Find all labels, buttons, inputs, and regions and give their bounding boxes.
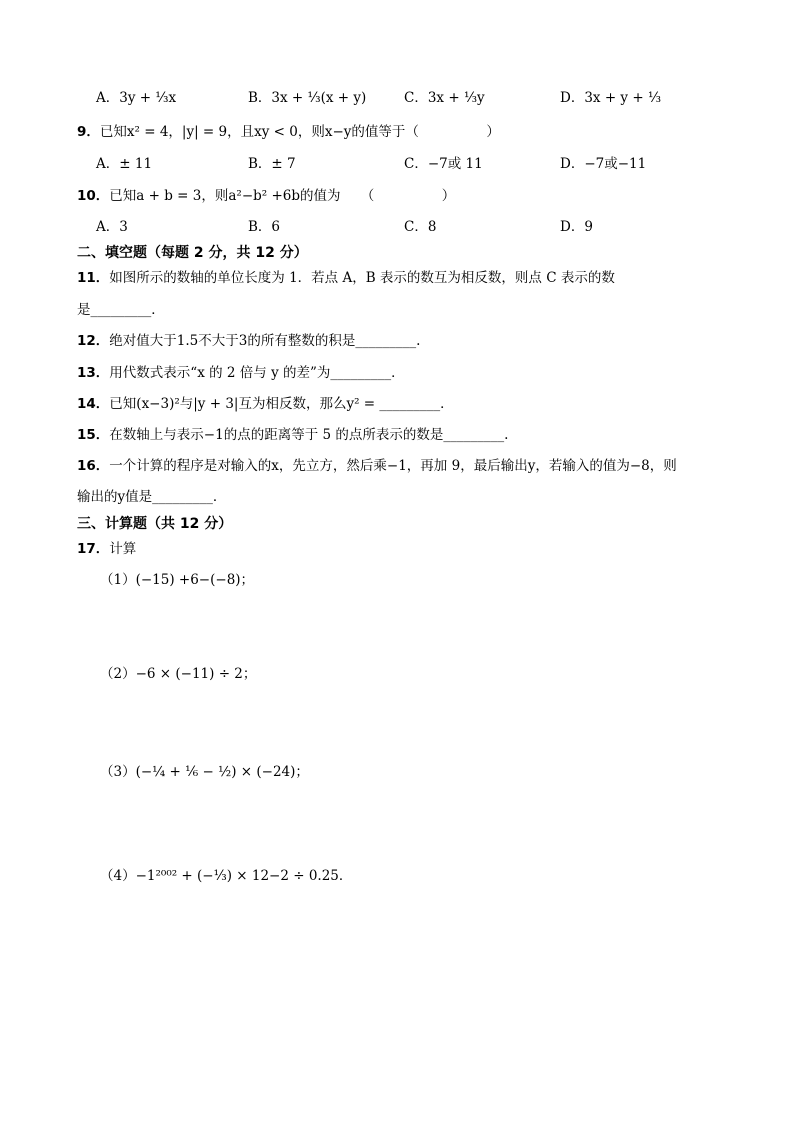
option-text: 3y + ⅓x (119, 90, 177, 106)
option-label: C． (404, 219, 428, 235)
option-text: 3x + ⅓y (427, 90, 485, 106)
q17-part-4: （4）−1²⁰⁰² + (−⅓) × 12−2 ÷ 0.25． (100, 868, 353, 884)
question-number: 12． (77, 333, 110, 349)
q10-option-c (404, 217, 436, 237)
q17-part-3: （3）(−¼ + ⅙ − ½) × (−24)； (100, 764, 309, 780)
question-14 (77, 394, 734, 414)
question-text: 如图所示的数轴的单位长度为 1．若点 A，B 表示的数互为相反数，则点 C 表示的数 (109, 270, 615, 286)
section-heading-calculation: 三、计算题（共 12 分） (77, 516, 233, 532)
option-label: B． (248, 156, 272, 172)
option-text: 3 (119, 219, 128, 235)
question-16-line1 (77, 456, 734, 476)
question-11-line2: 是_________． (77, 302, 165, 318)
question-text: 已知x² = 4，|y| = 9，且xy < 0，则x−y的值等于（ ） (99, 124, 500, 140)
option-text: 3x + y + ⅓ (584, 90, 662, 106)
question-10 (77, 186, 734, 206)
question-number: 16． (77, 458, 110, 474)
q9-option-a (96, 154, 152, 174)
option-label: C． (404, 156, 428, 172)
question-text: 在数轴上与表示−1的点的距离等于 5 的点所表示的数是_________. (109, 427, 509, 443)
q10-option-d (560, 217, 593, 237)
option-label: C． (404, 90, 428, 106)
question-text: 计算 (109, 541, 137, 557)
q17-part-2: （2）−6 × (−11) ÷ 2； (100, 666, 257, 682)
question-16-line2: 输出的y值是_________． (77, 489, 227, 505)
q9-option-d (560, 154, 646, 174)
option-label: B． (248, 219, 272, 235)
question-number: 11． (77, 270, 110, 286)
q9-option-c (404, 154, 483, 174)
option-label: B． (248, 90, 272, 106)
q8-option-a (96, 88, 176, 108)
q9-option-b (248, 154, 296, 174)
q17-part-1: （1）(−15) +6−(−8)； (100, 572, 255, 588)
option-text: −7或−11 (584, 156, 647, 172)
question-9 (77, 122, 734, 142)
question-number: 14． (77, 396, 110, 412)
question-number: 10． (77, 188, 110, 204)
option-label: D． (560, 219, 585, 235)
option-label: D． (560, 90, 585, 106)
option-text: ± 7 (271, 156, 296, 172)
option-text: 9 (584, 219, 593, 235)
option-text: 6 (271, 219, 281, 235)
question-text: 已知(x−3)²与|y + 3|互为相反数，那么y² = _________． (109, 396, 454, 412)
question-text: 用代数式表示“x 的 2 倍与 y 的差”为_________． (109, 365, 405, 381)
option-label: D． (560, 156, 585, 172)
section-heading-fill-in: 二、填空题（每题 2 分，共 12 分） (77, 245, 308, 261)
question-12 (77, 331, 734, 351)
option-label: A． (96, 219, 120, 235)
question-13 (77, 363, 734, 383)
question-text: 已知a + b = 3，则a²−b² +6b的值为 （ ） (109, 188, 456, 204)
question-15 (77, 425, 734, 445)
option-text: 8 (427, 219, 437, 235)
question-number: 9． (77, 124, 100, 140)
q10-option-b (248, 217, 280, 237)
question-number: 13． (77, 365, 110, 381)
q8-option-c (404, 88, 485, 108)
option-label: A． (96, 156, 120, 172)
question-11-line1 (77, 268, 734, 288)
option-text: −7或 11 (427, 156, 483, 172)
option-text: 3x + ⅓(x + y) (271, 90, 367, 106)
question-number: 15． (77, 427, 110, 443)
question-number: 17． (77, 541, 110, 557)
question-17 (77, 539, 734, 559)
q10-option-a (96, 217, 128, 237)
q8-option-d (560, 88, 661, 108)
question-text: 一个计算的程序是对输入的x，先立方，然后乘−1，再加 9，最后输出y，若输入的值为−8，则 (109, 458, 677, 474)
option-text: ± 11 (119, 156, 153, 172)
question-text: 绝对值大于1.5不大于3的所有整数的积是_________. (109, 333, 421, 349)
option-label: A． (96, 90, 120, 106)
q8-option-b (248, 88, 366, 108)
